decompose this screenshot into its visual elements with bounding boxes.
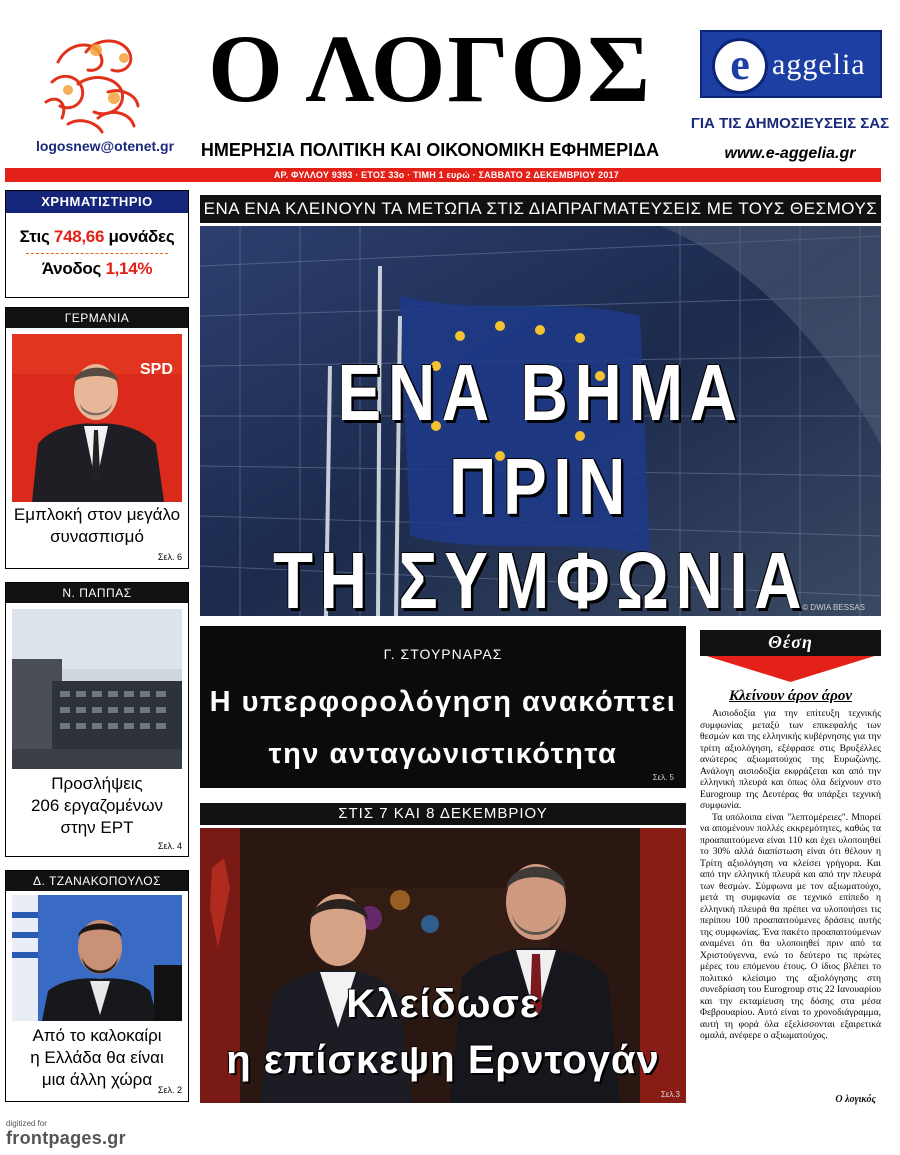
eaggelia-wordmark: aggelia (772, 48, 866, 81)
tzanakopoulos-photo (12, 895, 182, 1021)
side-story-germany[interactable] (5, 307, 189, 569)
side-story-tzanakopoulos[interactable] (5, 870, 189, 1102)
stock-change-value: 1,14% (105, 259, 153, 278)
down-arrow-icon (700, 654, 881, 682)
spd-logo-text: SPD (140, 361, 173, 378)
side-story-headline: Προσλήψεις 206 εργαζομένων στην ΕΡΤ (30, 774, 164, 837)
erdogan-story-photo[interactable] (200, 828, 686, 1103)
lead-story-photo[interactable] (200, 226, 881, 616)
stock-header: ΧΡΗΜΑΤΙΣΤΗΡΙΟ (6, 191, 188, 213)
side-story-pappas[interactable] (5, 582, 189, 857)
opinion-signature: Ο λογικός (835, 1094, 876, 1105)
issue-info-bar (5, 168, 881, 182)
lead-headline: ΕΝΑ ΒΗΜΑ ΠΡΙΝ ΤΗ ΣΥΜΦΩΝΙΑ (272, 348, 808, 616)
divider (26, 253, 168, 254)
page-reference: Σελ.3 (660, 1090, 680, 1099)
page-reference: Σελ. 4 (157, 841, 182, 851)
story-headline: Η υπερφορολόγηση ανακόπτει την ανταγωνιστικότητα (209, 686, 677, 770)
germany-photo (12, 334, 182, 502)
watermark-site: frontpages.gr (6, 1128, 126, 1148)
eaggelia-ad-banner[interactable] (700, 30, 882, 98)
eaggelia-url-link[interactable]: www.e-aggelia.gr (724, 145, 856, 162)
stock-index-line: Στις 748,66 μονάδες (19, 227, 175, 246)
issue-info-text: ΑΡ. ΦΥΛΛΟΥ 9393 · ΕΤΟΣ 33ο · ΤΙΜΗ 1 ευρώ · ΣΑΒΒΑΤΟ 2 ΔΕΚΕΜΒΡΙΟΥ 2017 (273, 170, 619, 180)
side-story-headline: Εμπλοκή στον μεγάλο συνασπισμό (13, 505, 181, 546)
side-story-headline: Από το καλοκαίρι η Ελλάδα θα είναι μια άλλη χώρα (30, 1026, 164, 1089)
opinion-header: Θέση (700, 630, 881, 654)
ert-building-photo (12, 609, 182, 769)
lead-story-strap: ΕΝΑ ΕΝΑ ΚΛΕΙΝΟΥΝ ΤΑ ΜΕΤΩΠΑ ΣΤΙΣ ΔΙΑΠΡΑΓΜΑΤΕΥΣΕΙΣ ΜΕ ΤΟΥΣ ΘΕΣΜΟΥΣ (200, 195, 881, 223)
stock-index-value: 748,66 (53, 227, 105, 246)
opinion-title: Κλείνουν άρον άρον (728, 688, 852, 704)
stock-market-box (5, 190, 189, 298)
side-story-kicker: ΓΕΡΜΑΝΙΑ (6, 308, 188, 328)
story-stournaras[interactable] (200, 626, 686, 788)
erdogan-story-strap: ΣΤΙΣ 7 ΚΑΙ 8 ΔΕΚΕΜΒΡΙΟΥ (200, 803, 686, 825)
newspaper-subtitle: ΗΜΕΡΗΣΙΑ ΠΟΛΙΤΙΚΗ ΚΑΙ ΟΙΚΟΝΟΜΙΚΗ ΕΦΗΜΕΡΙΔΑ (200, 140, 660, 160)
newspaper-logo-emblem (38, 32, 148, 136)
eaggelia-logo-icon: e (712, 38, 768, 94)
watermark-caption: digitized for (6, 1119, 47, 1128)
opinion-paragraph: Τα υπόλοιπα είναι "λεπτομέρειες". Μπορεί να απομένουν πολλές εκκρεμότητες, καθώς τα προαπαιτούμενα είναι 110 και έχει υλοποιηθεί το 30% αλλά διαπίστωση είναι ότι θέλουν η Τρίτη αξιολόγηση να κλείσει γρήγορα. Και από την ελληνική πλευρά και από την πλευρά των θεσμών. Σύμφωνα με τον αξιωματούχο, μετά τη συμφωνία σε τεχνικό επίπεδο η ελληνική πλευρά θα πρέπει να υλοποιήσει τις περίπου 100 προαπαιτούμενες δράσεις αυτής της συμφωνίας. Ένα πακέτο προαπαιτούμενων αναμένει ότι θα υλοποιηθεί πριν από τα Χριστούγεννα, ενώ το δεύτερο τις πρώτες μέρες του επόμενου έτους. Ο ίδιος βλέπει το πολιτικό κλείσιμο της αξιολόγησης στη συνεδρίαση του Eurogroup στις 22 Ιανουαρίου και την εκταμίευση της δόσης στα μέσα Φεβρουαρίου. Αυτό είναι το χρονοδιάγραμμα, αυτή τη φορά όλα εξελίσσονται εξαιρετικά ομαλά, ανέφερε ο αξιωματούχος. (700, 811, 881, 1041)
opinion-paragraph: Αισιοδοξία για την επίτευξη τεχνικής συμφωνίας μεταξύ των επικεφαλής των θεσμών και της ελληνικής κυβέρνησης για την τρίτη αξιολόγηση, εξέφρασε στις Βρυξέλλες ανώτερος αξιωματούχος της Ευρωζώνης. Ανάλογη αισιοδοξία εκφράζεται και από την ελληνική πλευρά και όπως όλα δείχνουν στο Eurogroup της Δευτέρας θα υπάρξει τεχνική συμφωνία. (700, 708, 881, 811)
contact-email: logosnew@otenet.gr (35, 138, 175, 154)
page-reference: Σελ. 6 (157, 552, 182, 562)
stock-change-line: Άνοδος 1,14% (41, 259, 153, 278)
side-story-kicker: Ν. ΠΑΠΠΑΣ (6, 583, 188, 603)
story-headline: Κλείδωσε η επίσκεψη Ερντογάν (226, 982, 660, 1082)
page-reference: Σελ. 5 (652, 773, 674, 782)
eaggelia-tagline: ΓΙΑ ΤΙΣ ΔΗΜΟΣΙΕΥΣΕΙΣ ΣΑΣ (690, 115, 890, 132)
newspaper-title: Ο ΛΟΓΟΣ (208, 15, 652, 122)
photo-credit: © DWIA BESSAS (802, 603, 865, 612)
side-story-kicker: Δ. ΤΖΑΝΑΚΟΠΟΥΛΟΣ (6, 871, 188, 891)
story-kicker: Γ. ΣΤΟΥΡΝΑΡΑΣ (383, 646, 503, 662)
page-reference: Σελ. 2 (157, 1085, 182, 1095)
opinion-body (700, 708, 881, 1042)
